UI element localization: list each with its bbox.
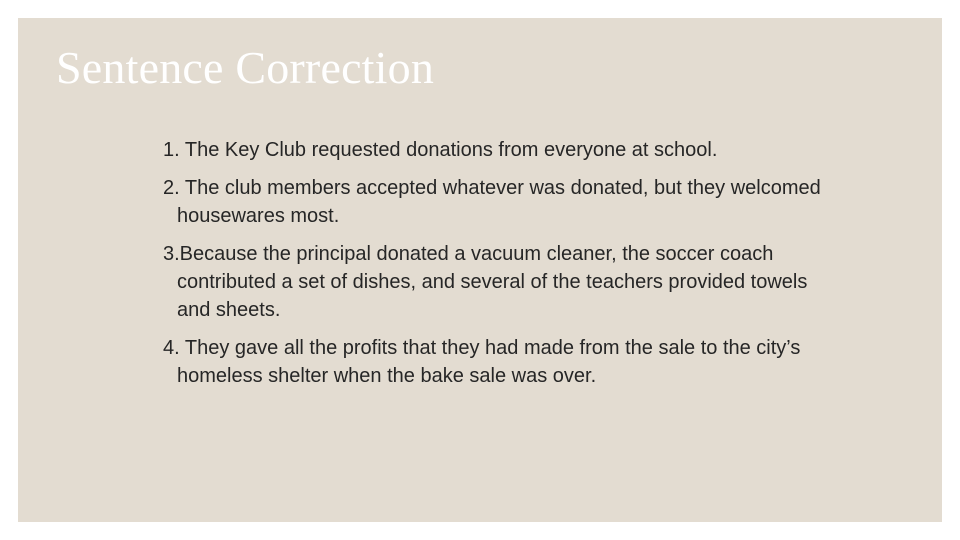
- slide-title: Sentence Correction: [56, 42, 435, 93]
- sentence-item-2: 2. The club members accepted whatever was donated, but they welcomed housewares most.: [163, 177, 821, 227]
- sentence-item-4: 4. They gave all the profits that they had made from the sale to the city’s homeless shelter when the bake sale was over.: [163, 337, 801, 387]
- sentence-list: [163, 136, 823, 400]
- sentence-item-3: 3.Because the principal donated a vacuum cleaner, the soccer coach contributed a set of dishes, and several of the teachers provided towels and sheets.: [163, 243, 808, 321]
- sentence-item-1: 1. The Key Club requested donations from everyone at school.: [163, 139, 718, 161]
- slide: [18, 18, 942, 522]
